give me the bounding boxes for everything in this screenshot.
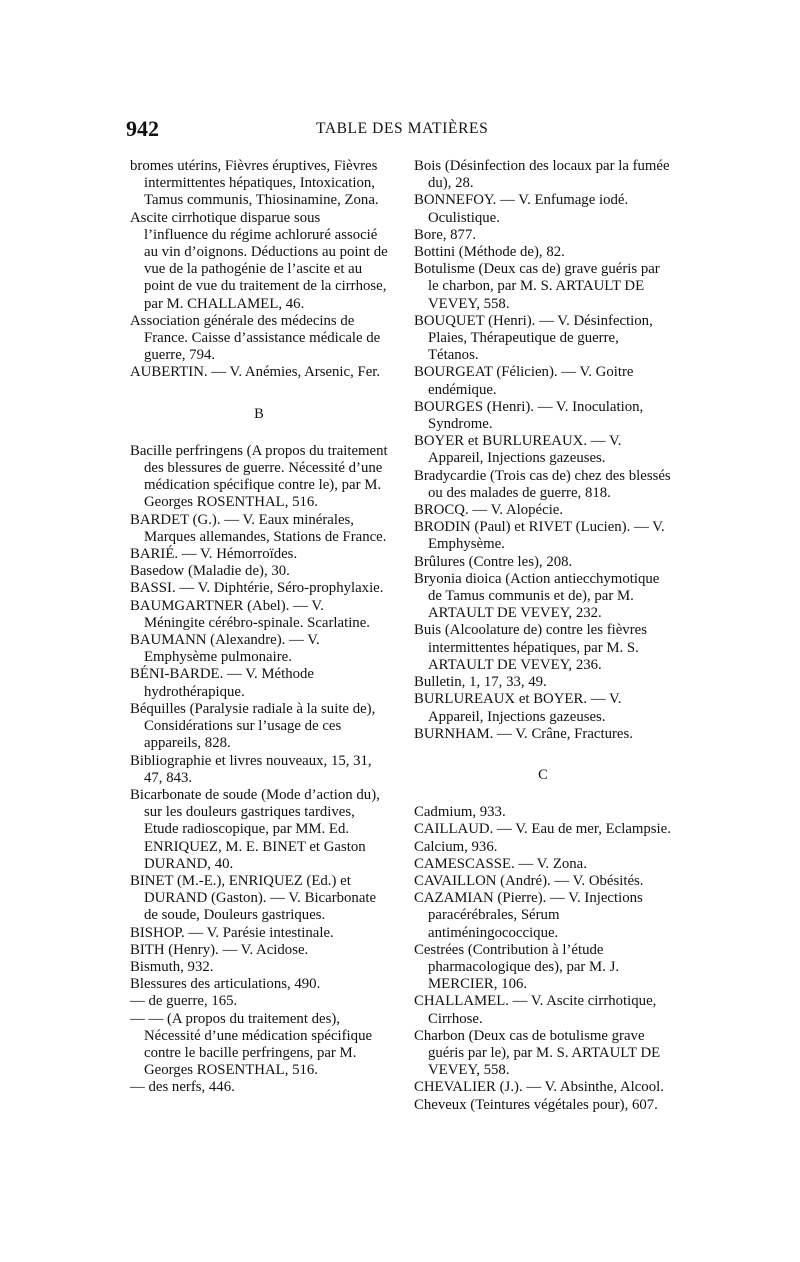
index-entry: Charbon (Deux cas de botulisme grave guéris par le), par M. S. ARTAULT DE VEVEY, 558.	[414, 1027, 661, 1079]
index-entry: CHEVALIER (J.). — V. Absinthe, Alcool.	[414, 1079, 664, 1096]
index-entry: Blessures des articulations, 490.	[130, 976, 321, 993]
index-entry: BINET (M.-E.), ENRIQUEZ (Ed.) et DURAND (Gaston). — V. Bicarbonate de soude, Douleurs gastriques.	[130, 872, 377, 924]
index-entry: Cadmium, 933.	[414, 804, 506, 821]
index-entry: AUBERTIN. — V. Anémies, Arsenic, Fer.	[130, 364, 381, 381]
section-letter: C	[538, 766, 548, 783]
index-entry: BARDET (G.). — V. Eaux minérales, Marques allemandes, Stations de France.	[130, 511, 387, 545]
index-entry: BAUMANN (Alexandre). — V. Emphysème pulmonaire.	[130, 632, 320, 666]
index-entry: CAILLAUD. — V. Eau de mer, Eclampsie.	[414, 821, 671, 838]
index-entry: Botulisme (Deux cas de) grave guéris par le charbon, par M. S. ARTAULT DE VEVEY, 558.	[414, 261, 660, 312]
index-entry: CAMESCASSE. — V. Zona.	[414, 855, 587, 872]
index-entry: BROCQ. — V. Alopécie.	[414, 502, 564, 519]
index-entry: Brûlures (Contre les), 208.	[414, 553, 573, 570]
index-entry: Cestrées (Contribution à l’étude pharmacologique des), par M. J. MERCIER, 106.	[414, 941, 620, 993]
page-header	[126, 116, 686, 142]
index-entry: BARIÉ. — V. Hémorroïdes.	[130, 546, 298, 563]
index-entry: BITH (Henry). — V. Acidose.	[130, 941, 309, 958]
index-entry: BOYER et BURLUREAUX. — V. Appareil, Injections gazeuses.	[414, 433, 622, 467]
index-entry: — des nerfs, 446.	[130, 1079, 235, 1096]
index-entry: bromes utérins, Fièvres éruptives, Fièvres intermittentes hépatiques, Intoxication, Tamus communis, Thiosinamine, Zona.	[130, 158, 379, 209]
index-entry: Bibliographie et livres nouveaux, 15, 31, 47, 843.	[130, 752, 372, 786]
index-entry: Basedow (Maladie de), 30.	[130, 563, 290, 580]
index-entry: BOURGES (Henri). — V. Inoculation, Syndrome.	[414, 398, 644, 433]
index-entry: Bismuth, 932.	[130, 958, 214, 975]
right-column	[414, 158, 672, 1114]
index-entry: CAZAMIAN (Pierre). — V. Injections paracérébrales, Sérum antiméningococcique.	[414, 890, 643, 941]
index-entry: Bois (Désinfection des locaux par la fumée du), 28.	[414, 158, 670, 192]
index-entry: Cheveux (Teintures végétales pour), 607.	[414, 1096, 658, 1113]
index-entry: Bulletin, 1, 17, 33, 49.	[414, 674, 547, 691]
index-entry: Calcium, 936.	[414, 838, 498, 855]
index-entry: Association générale des médecins de France. Caisse d’assistance médicale de guerre, 794.	[130, 312, 381, 364]
index-entry: Béquilles (Paralysie radiale à la suite de), Considérations sur l’usage de ces appareils, 828.	[130, 700, 376, 752]
index-entry: BONNEFOY. — V. Enfumage iodé. Oculistique.	[414, 192, 629, 226]
index-entry: BOUQUET (Henri). — V. Désinfection, Plaies, Thérapeutique de guerre, Tétanos.	[414, 312, 653, 364]
index-entry: BOURGEAT (Félicien). — V. Goitre endémique.	[414, 364, 634, 398]
index-entry: CAVAILLON (André). — V. Obésités.	[414, 872, 644, 889]
index-entry: Ascite cirrhotique disparue sous l’influence du régime achloruré associé au vin d’oignons. Déductions au point de vue de la pathogénie de l’ascite et au point de vue du traitement de la cirrhose, par M. CHALLAMEL, 46.	[130, 209, 388, 312]
index-entry: BASSI. — V. Diphtérie, Séro-prophylaxie.	[130, 580, 384, 597]
index-entry: CHALLAMEL. — V. Ascite cirrhotique, Cirrhose.	[414, 993, 657, 1027]
index-entry: Bryonia dioica (Action antiecchymotique de Tamus communis et de), par M. ARTAULT DE VEVEY, 232.	[414, 570, 660, 622]
index-entry: Bore, 877.	[414, 226, 477, 243]
index-entry: Buis (Alcoolature de) contre les fièvres intermittentes hépatiques, par M. S. ARTAULT DE VEVEY, 236.	[414, 622, 647, 673]
index-entry: — — (A propos du traitement des), Nécessité d’une médication spécifique contre le bacille perfringens, par M. Georges ROSENTHAL, 516.	[130, 1010, 373, 1079]
page-number: 942	[126, 116, 159, 141]
index-entry: Bacille perfringens (A propos du traitement des blessures de guerre. Nécessité d’une médication spécifique contre le), par M. Georges ROSENTHAL, 516.	[130, 442, 388, 511]
index-entry: Bottini (Méthode de), 82.	[414, 244, 565, 261]
section-letter: B	[254, 405, 264, 422]
index-entry: BRODIN (Paul) et RIVET (Lucien). — V. Emphysème.	[414, 519, 665, 553]
index-entry: Bradycardie (Trois cas de) chez des blessés ou des malades de guerre, 818.	[414, 467, 671, 501]
index-entry: BÉNI-BARDE. — V. Méthode hydrothérapique.	[130, 666, 314, 700]
index-entry: BURNHAM. — V. Crâne, Fractures.	[414, 725, 633, 742]
left-column	[130, 158, 388, 1097]
index-entry: Bicarbonate de soude (Mode d’action du), sur les douleurs gastriques tardives, Etude radioscopique, par MM. Ed. ENRIQUEZ, M. E. BINET et Gaston DURAND, 40.	[130, 786, 380, 872]
index-entry: BURLUREAUX et BOYER. — V. Appareil, Injections gazeuses.	[414, 691, 622, 725]
running-title: TABLE DES MATIÈRES	[316, 120, 489, 137]
index-entry: BISHOP. — V. Parésie intestinale.	[130, 924, 334, 941]
index-entry: BAUMGARTNER (Abel). — V. Méningite cérébro-spinale. Scarlatine.	[130, 597, 370, 631]
index-entry: — de guerre, 165.	[130, 993, 238, 1010]
